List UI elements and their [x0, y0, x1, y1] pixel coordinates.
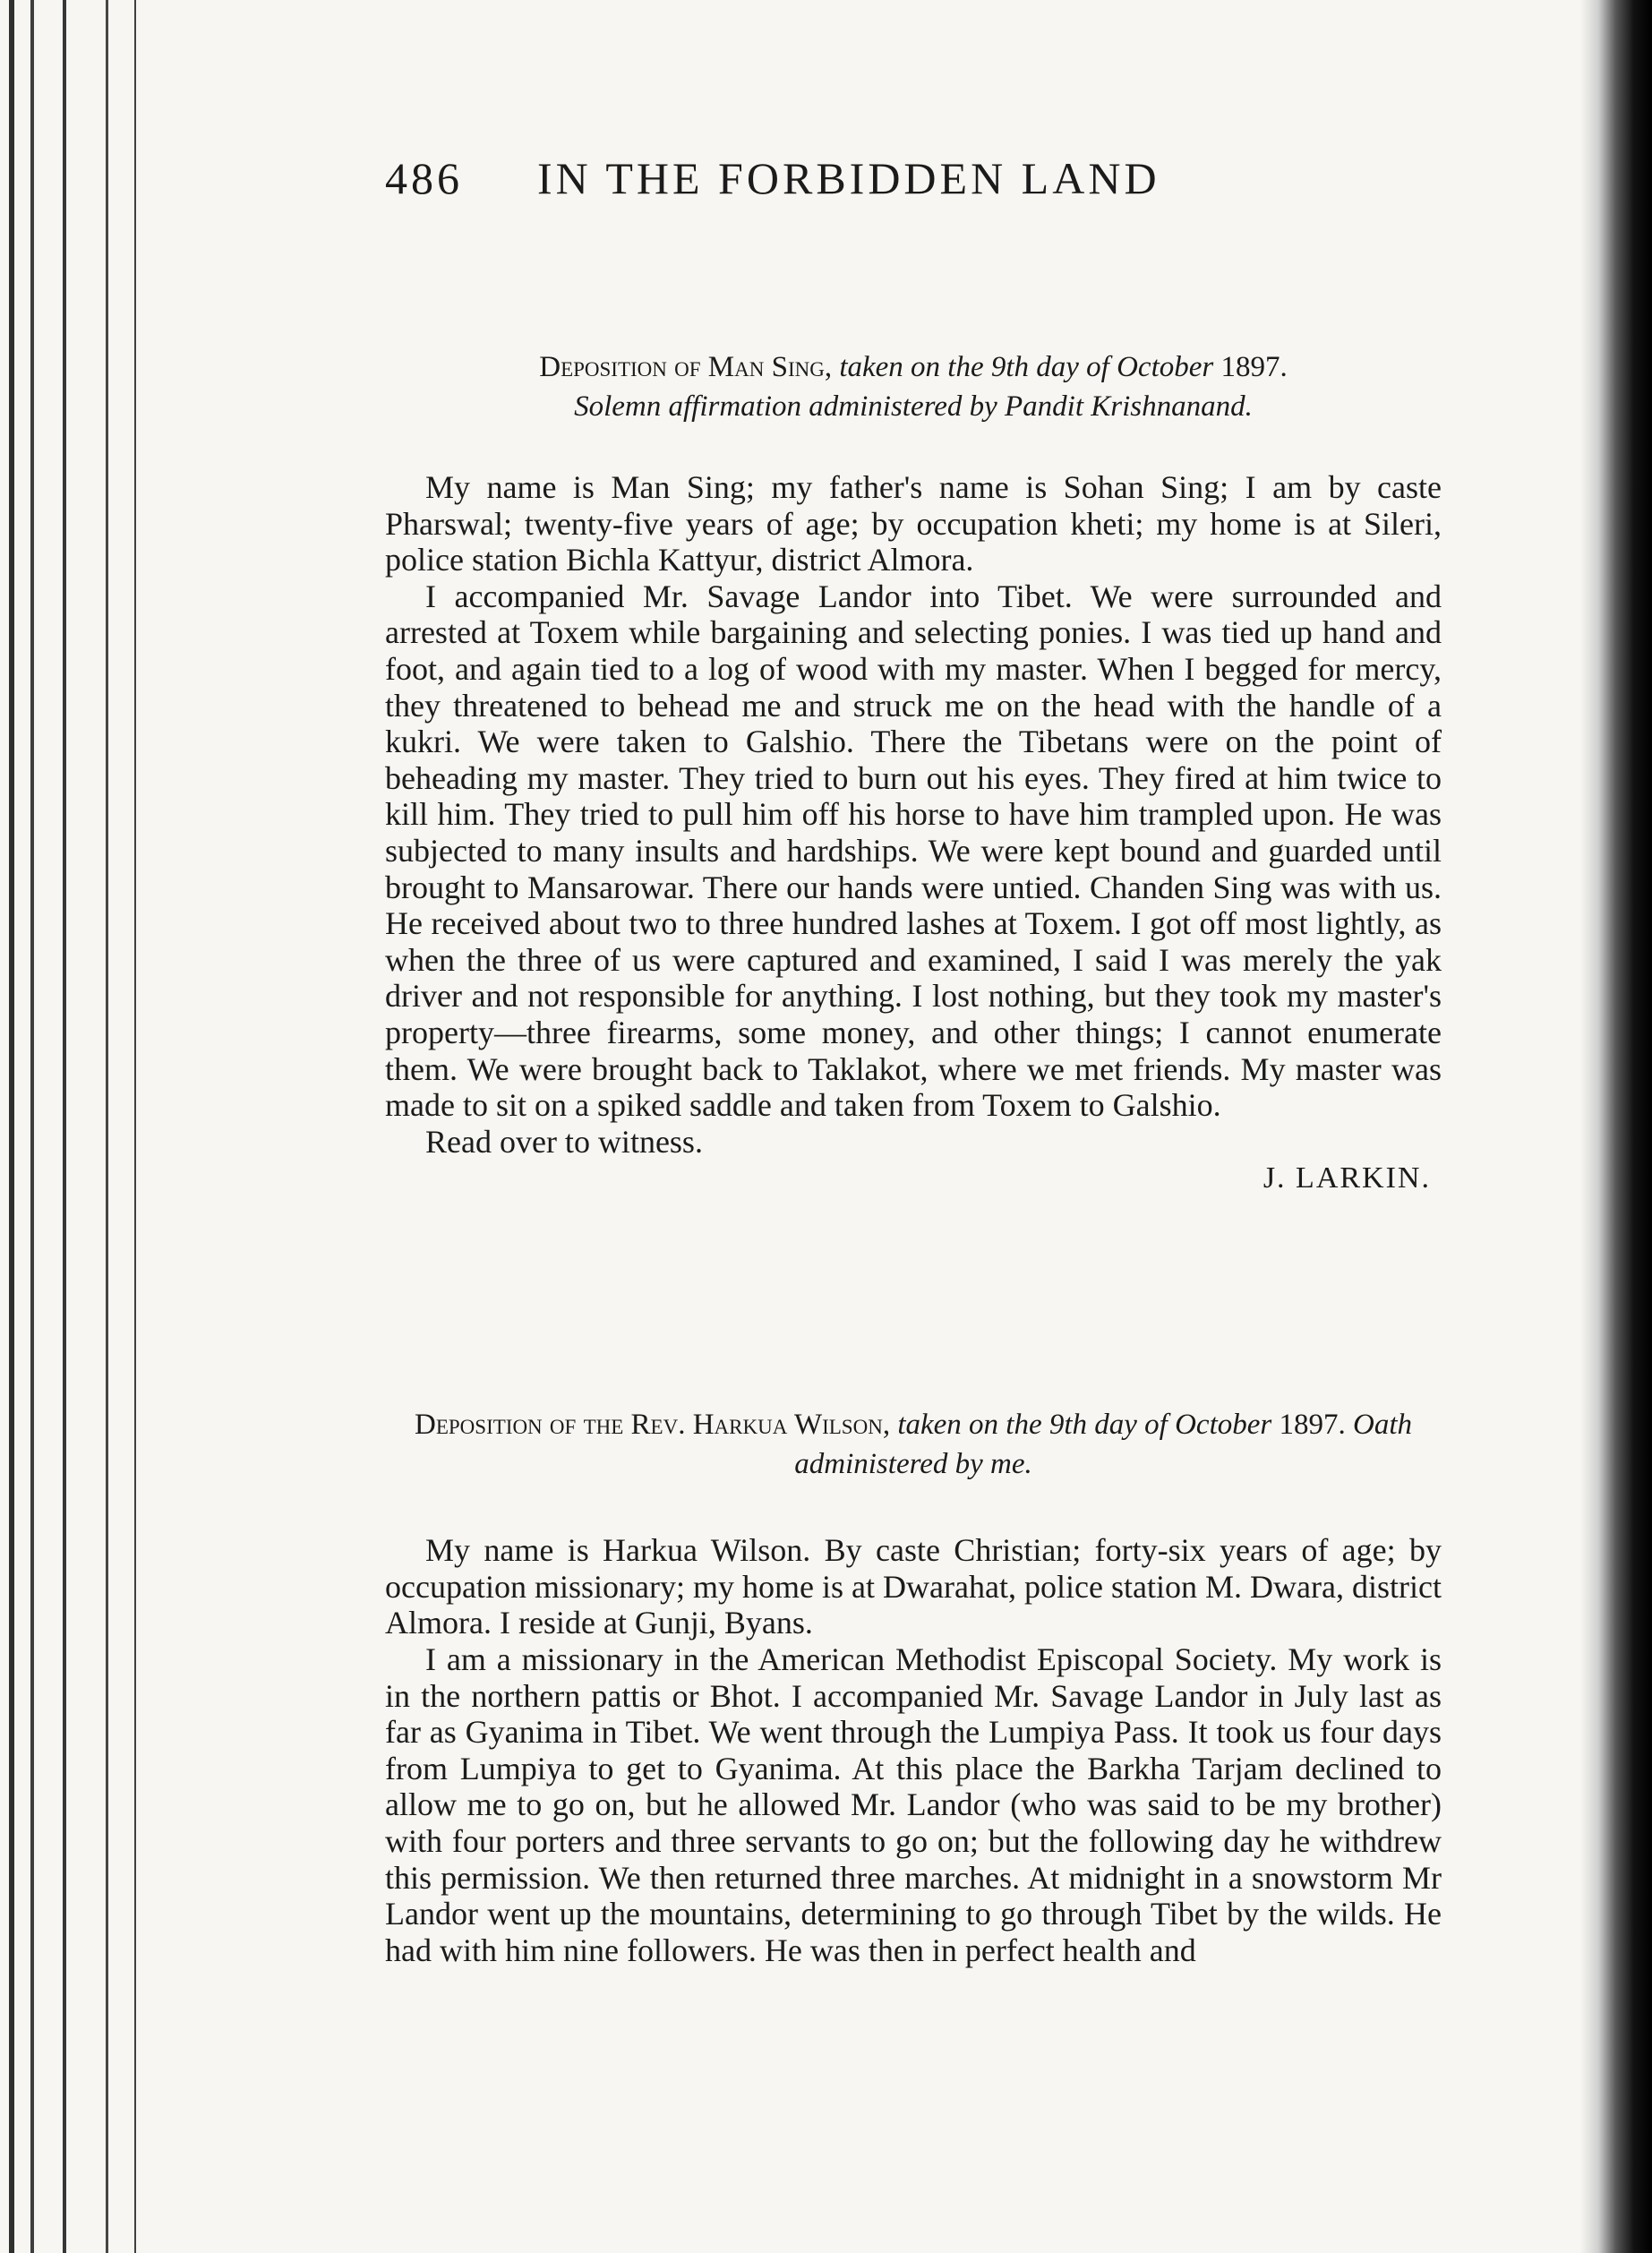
- deposition-2-body: [385, 1532, 1442, 1968]
- deposition-1-title: Deposition of Man Sing,: [539, 351, 833, 383]
- deposition-2-paragraph: I am a missionary in the American Methodist Episcopal Society. My work is in the northern pattis or Bhot. I accompanied Mr. Savage Landor in July last as far as Gyanima in Tibet. We went through the Lumpiya Pass. It took us four days from Lumpiya to get to Gyanima. At this place the Barkha Tarjam declined to allow me to go on, but he allowed Mr. Landor (who was said to be my brother) with four porters and three servants to go on; but the following day he withdrew this permission. We then returned three marches. At midnight in a snowstorm Mr Landor went up the mountains, determining to go through Tibet by the wilds. He had with him nine followers. He was then in perfect health and: [385, 1641, 1442, 1968]
- deposition-2-date-phrase: taken on the 9th day of October: [897, 1409, 1272, 1442]
- deposition-1-heading-line1: [385, 347, 1442, 387]
- deposition-2-heading-text: [385, 1405, 1442, 1484]
- deposition-2-heading: [385, 1405, 1442, 1484]
- deposition-1-paragraph: Read over to witness.: [425, 1123, 703, 1160]
- book-gutter: [0, 0, 161, 2253]
- running-title: IN THE FORBIDDEN LAND: [537, 153, 1160, 203]
- deposition-2-title: Deposition of the Rev. Harkua Wilson,: [415, 1409, 891, 1442]
- book-fore-edge: [1580, 0, 1652, 2253]
- page-number: 486: [385, 153, 463, 203]
- deposition-1-body: [385, 469, 1442, 1160]
- deposition-1-heading-line2: [385, 387, 1442, 426]
- deposition-2-paragraph: My name is Harkua Wilson. By caste Christian; forty-six years of age; by occupation missionary; my home is at Dwarahat, police station M. Dwara, district Almora. I reside at Gunji, Byans.: [385, 1532, 1442, 1641]
- signature: J. LARKIN.: [1263, 1161, 1431, 1195]
- deposition-1-paragraph: I accompanied Mr. Savage Landor into Tibet. We were surrounded and arrested at Toxem while bargaining and selecting ponies. I was tied up hand and foot, and again tied to a log of wood with my master. When I begged for mercy, they threatened to behead me and struck me on the head with the handle of a kukri. We were taken to Galshio. There the Tibetans were on the point of beheading my master. They tried to burn out his eyes. They fired at him twice to kill him. They tried to pull him off his horse to have him trampled upon. He was subjected to many insults and hardships. We were kept bound and guarded until brought to Mansarowar. There our hands were untied. Chanden Sing was with us. He received about two to three hundred lashes at Toxem. I got off most lightly, as when the three of us were captured and examined, I said I was merely the yak driver and not responsible for anything. I lost nothing, but they took my master's property—three firearms, some money, and other things; I cannot enumerate them. We were brought back to Taklakot, where we met friends. My master was made to sit on a spiked saddle and taken from Toxem to Galshio.: [385, 578, 1442, 1124]
- running-head: [385, 152, 1442, 224]
- deposition-1-affirmation: Solemn affirmation administered by Pandit Krishnanand.: [574, 390, 1253, 423]
- deposition-2-year: 1897.: [1279, 1409, 1346, 1442]
- book-page: [385, 152, 1442, 1968]
- deposition-1-paragraph: My name is Man Sing; my father's name is Sohan Sing; I am by caste Pharswal; twenty-five years of age; by occupation kheti; my home is at Sileri, police station Bichla Kattyur, district Almora.: [385, 469, 1442, 578]
- deposition-1-heading: [385, 347, 1442, 426]
- deposition-2-oath: Oath administered by me.: [794, 1409, 1412, 1481]
- deposition-1-date-phrase: taken on the 9th day of October: [839, 351, 1214, 383]
- deposition-1-year: 1897.: [1220, 351, 1288, 383]
